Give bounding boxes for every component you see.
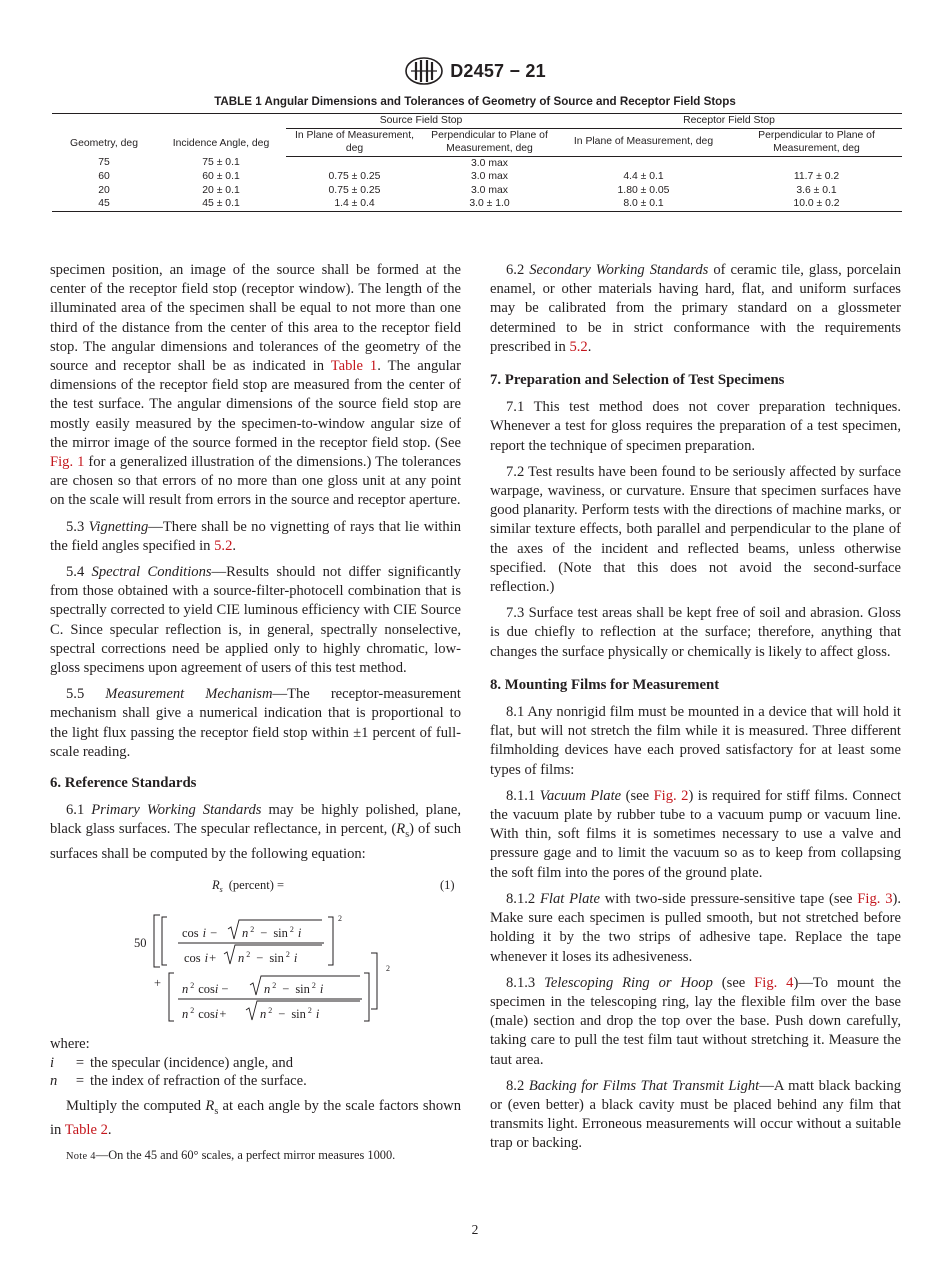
left-column	[50, 261, 461, 1172]
column-header: Perpendicular to Plane of Measurement, deg	[423, 128, 556, 156]
svg-text:2: 2	[338, 913, 342, 923]
table-cell: 8.0 ± 0.1	[556, 197, 731, 211]
svg-text:n2cosi+: n $^2$ cosi+	[182, 1005, 227, 1021]
link-fig-1[interactable]: Fig. 1	[50, 454, 85, 471]
page-header	[0, 56, 950, 86]
table-cell: 0.75 ± 0.25	[328, 184, 381, 196]
table-row	[52, 184, 902, 198]
paragraph-8-2: 8.2 Backing for Films That Transmit Light—A matt black backing or (even better) a black cavity must be placed behind any film that transmits light. Erroneous measurements will occur without a suitable trap or backing.	[490, 1077, 902, 1152]
table-cell: 75	[98, 157, 110, 169]
svg-text:Rs(percent) =: $R_s$ (percent) =	[212, 877, 285, 894]
svg-text:n2−sin2i: n $^2$ − sin $^2$ i	[264, 980, 324, 996]
note-4: Note 4—On the 45 and 60° scales, a perfect mirror measures 1000.	[66, 1148, 396, 1163]
table-caption: TABLE 1 Angular Dimensions and Tolerances of Geometry of Source and Receptor Field Stops	[214, 95, 736, 108]
paragraph-5-4: 5.4 Spectral Conditions—Results should not differ significantly from those obtained with a source-filter-photocell combination that is spectrally corrected to yield CIE luminous efficiency with CIE Source C. Since specular reflection is, in general, spectrally nonselective, spectral corrections need be applied only to highly chromatic, low-gloss specimens upon agreement of users of this test method.	[50, 564, 461, 677]
svg-text:n2−sin2i: n $^2$ − sin $^2$ i	[238, 949, 298, 965]
heading-section-7: 7. Preparation and Selection of Test Specimens	[490, 372, 785, 389]
table-row	[52, 170, 902, 184]
paragraph-5-2-continued: specimen position, an image of the source shall be formed at the center of the receptor field stop (receptor window). The length of the illuminated area of the specimen shall be equal to not more than one third of the distance from the center of this area to the receptor field stop. The angular dimensions and tolerances of the geometry of the source and receptor shall be as indicated in Table 1. The angular dimensions of the receptor field stop are measured from the center of the test surface. The angular dimensions of the source field stop are mostly easily measured by the specimen-to-window angular size of the mirror image of the source formed in the receptor field stop. (See Fig. 1 for a generalized illustration of the dimensions.) The tolerances are chosen so that errors of no more than one gloss unit at any point on the scale will result from errors in the source and receptor aperture.	[50, 262, 461, 509]
link-fig-3[interactable]: Fig. 3	[857, 890, 893, 907]
definition-item: n = the index of refraction of the surface.	[50, 1073, 307, 1089]
standard-code: D2457 − 21	[450, 60, 546, 81]
paragraph-8-1: 8.1 Any nonrigid film must be mounted in a device that will hold it flat, but will not stretch the film while it is measured. Three different filmholding devices have each proved satisfactory for at least some types of films:	[490, 704, 901, 778]
page-number: 2	[471, 1222, 479, 1237]
svg-text:n2cosi−: n $^2$ cosi −	[182, 980, 229, 996]
equation-number: (1)	[440, 877, 455, 892]
table-cell: 45 ± 0.1	[156, 197, 286, 211]
table-cell: 3.6 ± 0.1	[796, 184, 837, 196]
table-cell: 60 ± 0.1	[202, 171, 240, 182]
right-column	[490, 261, 901, 1161]
eq-lhs-symbol: R	[212, 877, 220, 892]
link-fig-2[interactable]: Fig. 2	[653, 787, 689, 804]
paragraph-8-1-3: 8.1.3 Telescoping Ring or Hoop (see Fig. 4)—To mount the specimen in the telescoping ring, lay the flexible film over the base (male) section and drop the top over the base. Push down carefully, taking care to pull the test film taut without stretching it. Measure the taut area.	[490, 974, 901, 1068]
svg-text:2: 2	[386, 963, 390, 973]
group-header-receptor: Receptor Field Stop	[556, 114, 902, 129]
link-fig-4[interactable]: Fig. 4	[754, 974, 794, 991]
table-cell: 1.4 ± 0.4	[286, 197, 423, 211]
column-header: In Plane of Measurement, deg	[286, 128, 423, 156]
table-cell: 3.0 max	[471, 157, 508, 169]
table-cell: 11.7 ± 0.2	[793, 171, 840, 182]
link-5-2[interactable]: 5.2	[214, 537, 233, 554]
link-5-2[interactable]: 5.2	[569, 338, 588, 355]
definition-item: i = the specular (incidence) angle, and	[50, 1055, 293, 1071]
svg-text:+: +	[154, 975, 162, 990]
table-cell: 75 ± 0.1	[202, 157, 240, 169]
table-cell: 0.75 ± 0.25	[328, 171, 381, 182]
paragraph-7-2: 7.2 Test results have been found to be seriously affected by surface warpage, waviness, or curvature. Ensure that specimen surfaces have good planarity. Perform tests with the directions of machine marks, or similar texture effects, both parallel and perpendicular to the plane of the axes of the incident and reflected beams, unless otherwise specified. (Note that this does not avoid the second-surface reflection.)	[490, 463, 901, 596]
table-cell: 20 ± 0.1	[202, 184, 240, 196]
table-cell: 20	[98, 184, 110, 196]
link-table-2[interactable]: Table 2	[64, 1122, 108, 1139]
link-table-1[interactable]: Table 1	[330, 358, 378, 375]
paragraph-8-1-2: 8.1.2 Flat Plate with two-side pressure-sensitive tape (see Fig. 3). Make sure each specimen is pulled smooth, but not stretched before holding it by the two strips of adhesive tape. Replace the tape whenever it loses its adhesiveness.	[490, 890, 902, 965]
paragraph-6-1: 6.1 Primary Working Standards may be highly polished, plane, black glass surfaces. The specular reflectance, in percent, $(R_s)$ of such surfaces shall be computed by the following equation:	[50, 802, 462, 862]
paragraph-5-3: 5.3 Vignetting—There shall be no vignetting of rays that lie within the field angles specified in 5.2.	[50, 518, 462, 554]
column-header: Incidence Angle, deg	[156, 114, 286, 157]
paragraph-5-5: 5.5 Measurement Mechanism—The receptor-measurement mechanism shall give a numerical indication that is proportional to the light flux passing the receptor field stop within ±1 percent of full-scale reading.	[50, 686, 461, 760]
table-cell: 4.4 ± 0.1	[623, 171, 664, 182]
table-cell	[731, 156, 902, 170]
table-row	[52, 156, 902, 170]
svg-text:n2−sin2i: n $^2$ − sin $^2$ i	[242, 924, 302, 940]
heading-section-6: 6. Reference Standards	[50, 775, 197, 792]
svg-text:n2−sin2i: n $^2$ − sin $^2$ i	[260, 1005, 320, 1021]
equation-1	[50, 871, 461, 1029]
table-cell: 3.0 ± 1.0	[423, 197, 556, 211]
table-angular-dimensions	[52, 113, 902, 212]
table-cell: 10.0 ± 0.2	[731, 197, 902, 211]
paragraph-6-2: 6.2 Secondary Working Standards of ceramic tile, glass, porcelain enamel, or other materials having hard, flat, and uniform surfaces may be calibrated from the primary standard on a glossmeter determined to be in strict conformance with the requirements prescribed in 5.2.	[490, 262, 902, 355]
table-cell: 45	[52, 197, 156, 211]
paragraph-multiply: Multiply the computed $R_s$ at each angle by the scale factors shown in Table 2.	[50, 1098, 461, 1139]
table-cell: 1.80 ± 0.05	[617, 184, 670, 196]
table-cell	[286, 156, 423, 170]
astm-logo-icon	[404, 56, 444, 86]
heading-section-8: 8. Mounting Films for Measurement	[490, 676, 720, 693]
paragraph-7-1: 7.1 This test method does not cover preparation techniques. Whenever a test for gloss requires the preparation of a test specimen, report the technique of specimen preparation.	[490, 399, 901, 454]
where-label: where:	[50, 1035, 90, 1052]
table-cell: 3.0 max	[471, 171, 508, 182]
eq-coefficient: 50	[134, 935, 147, 950]
paragraph-7-3: 7.3 Surface test areas shall be kept free of soil and abrasion. Gloss is due chiefly to reflection at the surface; therefore, anything that changes the surface physically or chemically is likely to affect gloss.	[490, 605, 901, 660]
table-cell: 60	[98, 171, 110, 182]
table-cell	[556, 156, 731, 170]
definition-list	[50, 1054, 461, 1090]
paragraph-8-1-1: 8.1.1 Vacuum Plate (see Fig. 2) is required for stiff films. Connect the vacuum plate by rubber tube to a vacuum pump or vacuum line. With thin, soft films it is sometimes necessary to use a valve and pressure gage and to limit the vacuum so as to keep from collapsing the soft film into the pores of the ground plate.	[490, 787, 902, 881]
table-row	[52, 197, 902, 211]
group-header-source: Source Field Stop	[286, 114, 556, 129]
svg-text:cosi−: cos i −	[182, 925, 218, 940]
svg-text:cosi+: cos i+	[184, 950, 217, 965]
column-header: Perpendicular to Plane of Measurement, deg	[731, 128, 902, 156]
column-header: In Plane of Measurement, deg	[556, 128, 731, 156]
table-cell: 3.0 max	[471, 184, 508, 196]
column-header: Geometry, deg	[52, 114, 156, 157]
